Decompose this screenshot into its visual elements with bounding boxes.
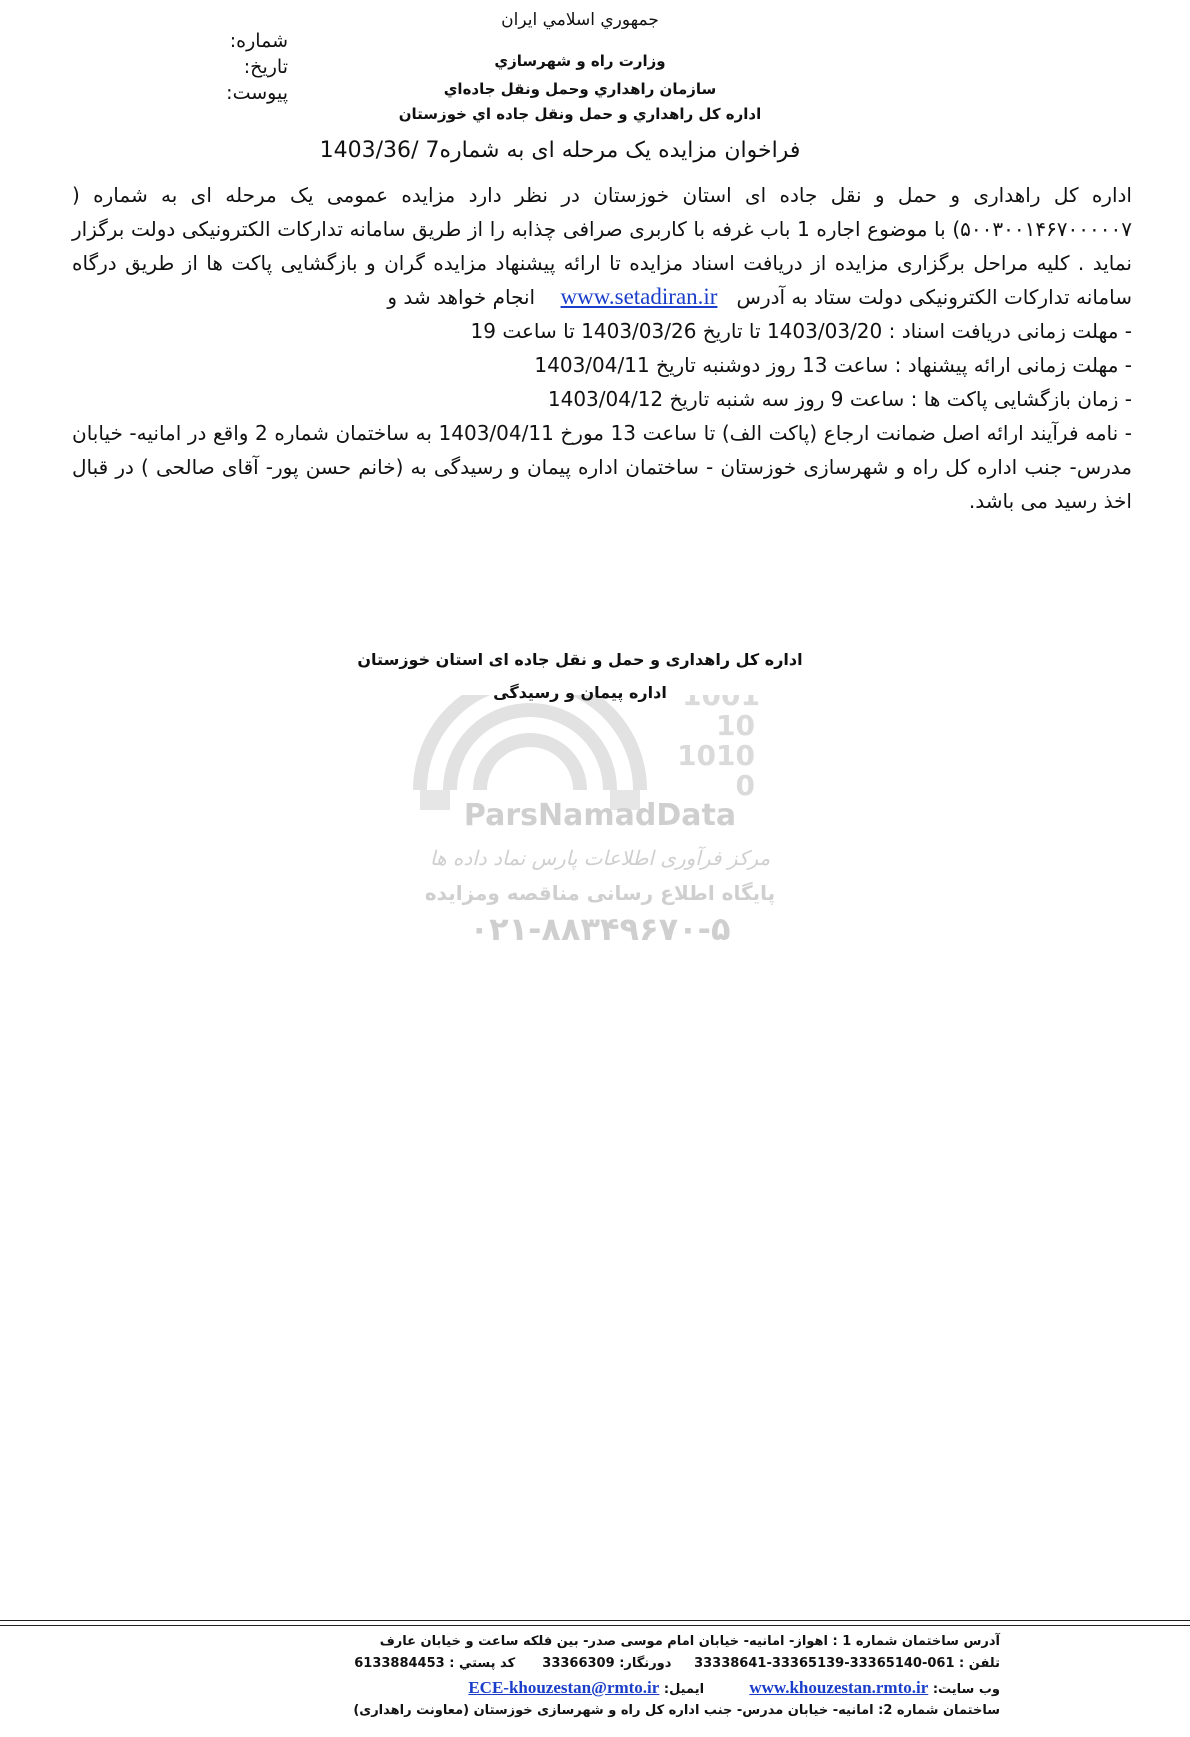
footer-divider-bottom: [0, 1625, 1190, 1626]
guarantee-line: - نامه فرآیند ارائه اصل ضمانت ارجاع (پاکت الف) تا ساعت 13 مورخ 1403/04/11 به ساختمان شماره 2 واقع در امانیه- خیابان مدرس- جنب اداره کل راه و شهرسازی خوزستان - ساختمان اداره پیمان و رسیدگی به (خانم حسن پور- آقای صالحی ) در قبال اخذ رسید می باشد.: [72, 421, 1132, 513]
document-title: فراخوان مزایده یک مرحله ای به شماره7 /1403/36: [319, 138, 801, 163]
document-deadline-line: - مهلت زمانی دریافت اسناد : 1403/03/20 تا تاریخ 1403/03/26 تا ساعت 19: [470, 319, 1132, 343]
document-body: [72, 178, 1132, 518]
date-label: تاریخ:: [243, 56, 288, 78]
signature-line2: اداره پیمان و رسیدگی: [493, 683, 667, 702]
opening-time-line: - زمان بازگشایی پاکت ها : ساعت 9 روز سه شنبه تاریخ 1403/04/12: [547, 387, 1132, 411]
phone-label: تلفن :: [959, 1656, 1000, 1671]
parsnamad-watermark: [400, 695, 800, 1055]
directorate-heading: اداره كل راهداري و حمل ونقل جاده اي خوزستان: [398, 105, 762, 123]
svg-text:1010: 1010: [677, 739, 755, 772]
footer-web-row: [180, 1678, 1000, 1698]
fax-label: دورنگار:: [619, 1656, 672, 1671]
svg-text:10: 10: [716, 709, 755, 742]
attachment-label: پیوست:: [226, 82, 288, 104]
email-link[interactable]: ECE-khouzestan@rmto.ir: [468, 1678, 660, 1697]
footer-contact-row: [180, 1656, 1000, 1671]
setadiran-link[interactable]: www.setadiran.ir: [560, 284, 718, 309]
postal-code: 6133884453: [354, 1656, 445, 1671]
intro-text-end: انجام خواهد شد و: [387, 285, 536, 309]
watermark-line1: مرکز فرآوری اطلاعات پارس نماد داده ها: [429, 846, 771, 870]
footer-address1: آدرس ساختمان شماره 1 : اهواز- امانیه- خیابان امام موسی صدر- بین فلکه ساعت و خیابان عارف: [379, 1634, 1000, 1649]
watermark-phone: ۰۲۱-۸۸۳۴۹۶۷۰-۵: [469, 910, 731, 948]
intro-paragraph: [72, 178, 1132, 314]
organization-heading: سازمان راهداري وحمل ونقل جاده‌اي: [443, 80, 717, 98]
intro-text: اداره کل راهداری و حمل و نقل جاده ای استان خوزستان در نظر دارد مزایده عمومی یک مرحله ای به شماره ( ۵۰۰۳۰۰۱۴۶۷۰۰۰۰۰۷) با موضوع اجاره 1 باب غرفه با کاربری صرافی چذابه را از طریق سامانه تدارکات الکترونیکی دولت برگزار نماید . کلیه مراحل برگزاری مزایده از دریافت اسناد مزایده تا ارائه پیشنهاد مزایده گران و بازگشایی پاکت ها از طریق درگاه سامانه تدارکات الکترونیکی دولت ستاد به آدرس: [72, 183, 1132, 309]
phone-numbers: 33338641-33365139-33365140-061: [694, 1656, 955, 1671]
watermark-logo-icon: [400, 695, 800, 1055]
footer-address2: ساختمان شماره 2: امانیه- خیابان مدرس- جنب اداره کل راه و شهرسازی خوزستان (معاونت راهداری): [353, 1703, 1000, 1718]
ministry-heading: وزارت راه و شهرسازي: [494, 52, 666, 70]
footer-divider-top: [0, 1620, 1190, 1621]
svg-text:1001: 1001: [682, 695, 760, 712]
svg-text:0: 0: [735, 769, 755, 802]
number-label: شماره:: [229, 30, 288, 52]
website-link[interactable]: www.khouzestan.rmto.ir: [749, 1678, 929, 1697]
offer-deadline-line: - مهلت زمانی ارائه پیشنهاد : ساعت 13 روز دوشنبه تاریخ 1403/04/11: [534, 353, 1132, 377]
republic-heading: جمهوري اسلامي ايران: [501, 10, 659, 30]
watermark-line2: پایگاه اطلاع رسانی مناقصه ومزایده: [424, 881, 776, 905]
watermark-brand: ParsNamadData: [463, 798, 737, 833]
email-label: ایمیل:: [663, 1682, 705, 1697]
postal-label: کد پستي :: [449, 1656, 516, 1671]
signature-line1: اداره کل راهداری و حمل و نقل جاده ای استان خوزستان: [357, 650, 803, 669]
fax-number: 33366309: [542, 1656, 615, 1671]
header-meta-labels: [168, 28, 288, 106]
web-label: وب سایت:: [932, 1682, 1000, 1697]
